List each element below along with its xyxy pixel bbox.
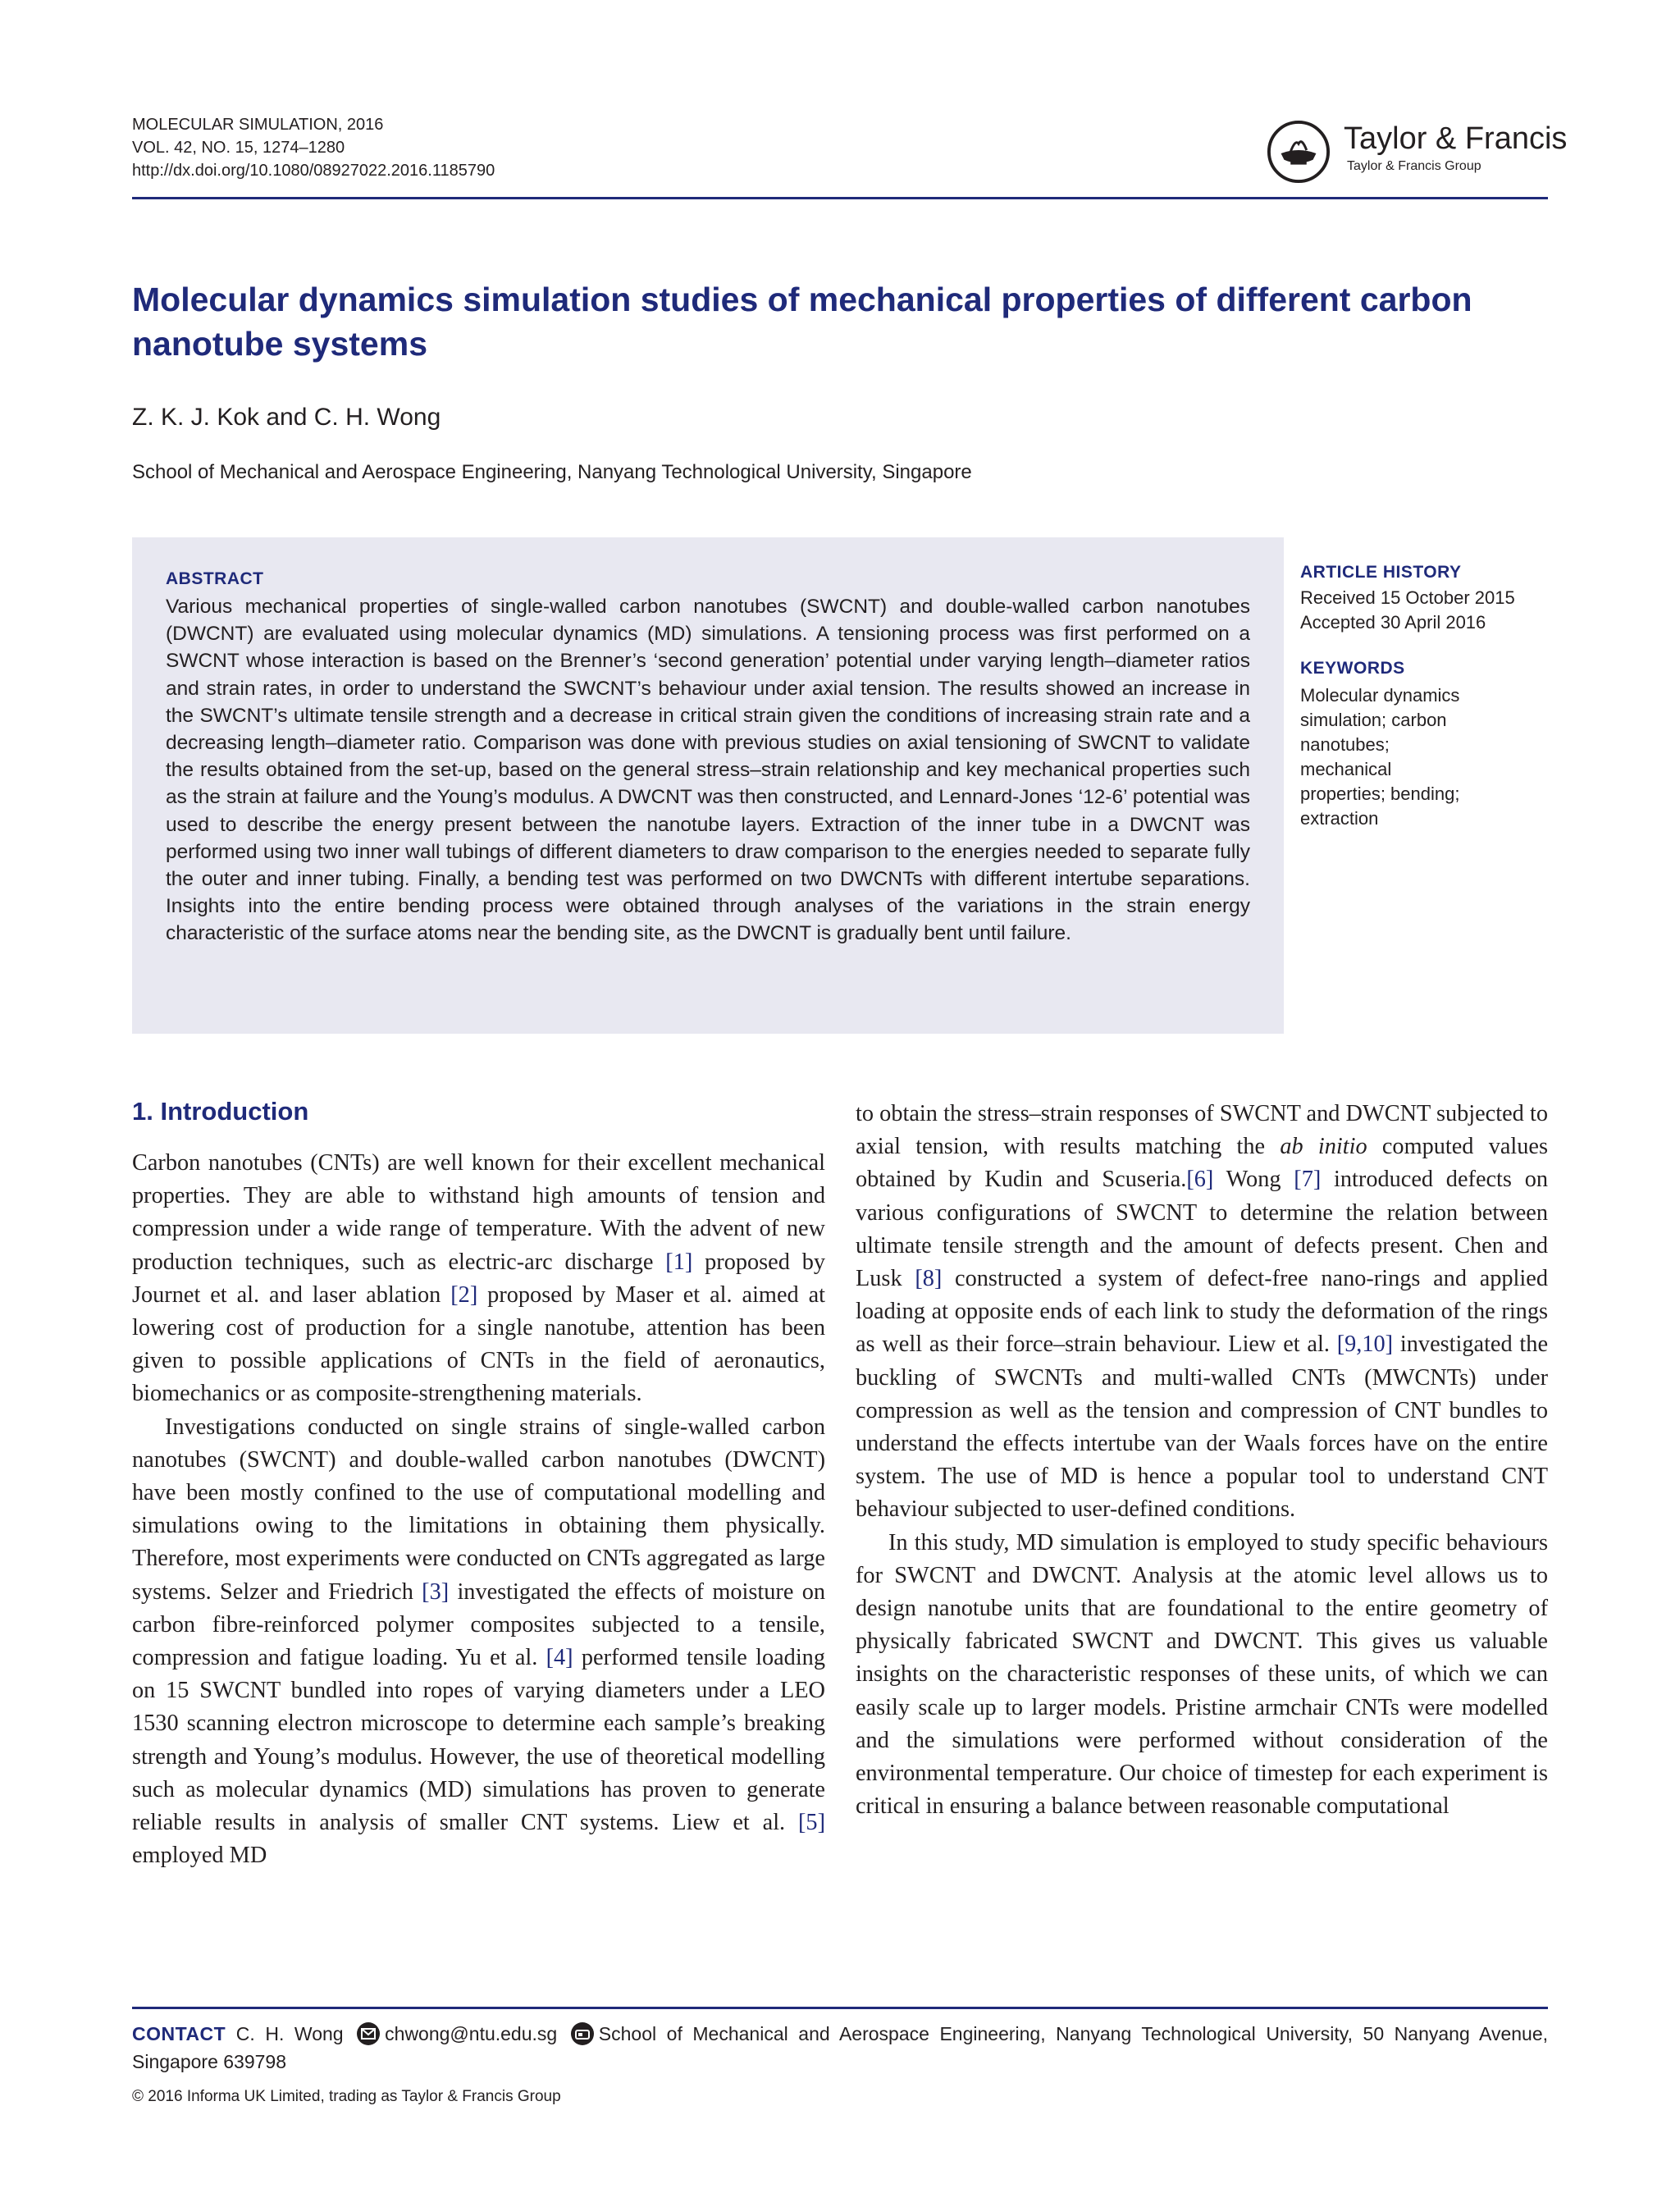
contact-address: School of Mechanical and Aerospace Engineering, Nanyang Technological University, 50 Nanyang Avenue, Singapore 639798 bbox=[132, 2023, 1549, 2072]
journal-name: MOLECULAR SIMULATION, 2016 bbox=[132, 116, 384, 134]
citation-link[interactable]: [7] bbox=[1294, 1167, 1322, 1193]
text-run: investigated the buckling of SWCNTs and multi-walled CNTs (MWCNTs) under compression as well as the tension and compression of CNT bundles to understand the effects intertube van der Waals forces have on the entire system. The use of MD is hence a popular tool to understand CNT behaviour subjected to user-defined conditions. bbox=[856, 1332, 1549, 1523]
article-authors: Z. K. J. Kok and C. H. Wong bbox=[132, 404, 441, 431]
text-run: proposed by Journet et al. and laser ablation bbox=[132, 1249, 825, 1308]
text-run: Investigations conducted on single strains of single-walled carbon nanotubes (SWCNT) and double-walled carbon nanotubes (DWCNT) have been mostly confined to the use of computational modelling and simulations owing to the limitations in obtaining them physically. Therefore, most experiments were conducted on CNTs aggregated as large systems. Selzer and Friedrich bbox=[132, 1414, 825, 1605]
mailbox-icon bbox=[571, 2022, 594, 2045]
text-run: employed MD bbox=[132, 1843, 267, 1869]
citation-link[interactable]: [3] bbox=[422, 1578, 450, 1605]
keywords-heading: KEYWORDS bbox=[1300, 659, 1405, 678]
abstract-heading: ABSTRACT bbox=[166, 569, 264, 588]
accepted-date: Accepted 30 April 2016 bbox=[1300, 612, 1486, 633]
citation-link[interactable]: [2] bbox=[450, 1281, 478, 1308]
section-heading-introduction: 1. Introduction bbox=[132, 1097, 309, 1126]
article-title: Molecular dynamics simulation studies of mechanical properties of different carbon nanotube systems bbox=[132, 281, 1472, 363]
citation-link[interactable]: [1] bbox=[665, 1249, 693, 1275]
contact-info bbox=[132, 2020, 1548, 2076]
abstract-text: Various mechanical properties of single-walled carbon nanotubes (SWCNT) and double-walled carbon nanotubes (DWCNT) are evaluated using molecular dynamics (MD) simulations. A tensioning process was first performed on a SWCNT whose interaction is based on the Brenner’s ‘second generation’ potential under varying length–diameter ratios and strain rates, in order to understand the SWCNT’s behaviour under axial tension. The results showed an increase in the SWCNT’s ultimate tensile strength and a decrease in critical strain given the conditions of increasing strain rate and a decreasing length–diameter ratio. Comparison was done with previous studies on axial tensioning of SWCNT to validate the results obtained from the set-up, based on the general stress–strain relationship and key mechanical properties such as the strain at failure and the Young’s modulus. A DWCNT was then constructed, and Lennard-Jones ‘12-6’ potential was used to describe the energy present between the nanotube layers. Extraction of the inner tube in a DWCNT was performed using two inner wall tubings of different diameters to draw comparison to the energies needed to separate fully the outer and inner tubing. Finally, a bending test was performed on two DWCNTs with different intertube separations. Insights into the entire bending process were obtained through analyses of the variations in the strain energy characteristic of the surface atoms near the bending site, as the DWCNT is gradually bent until failure. bbox=[166, 596, 1250, 945]
journal-volume: VOL. 42, NO. 15, 1274–1280 bbox=[132, 139, 345, 157]
citation-link[interactable]: [8] bbox=[915, 1266, 943, 1292]
lamp-logo-icon bbox=[1267, 120, 1331, 184]
paragraph: In this study, MD simulation is employed to study specific behaviours for SWCNT and DWCNT. Analysis at the atomic level allows us to design nanotube units that are foundational to the entire geometry of physically fabricated SWCNT and DWCNT. This gives us valuable insights on the characteristic responses of these units, of which we can easily scale up to larger models. Pristine armchair CNTs were modelled and the simulations were performed without consideration of the environmental temperature. Our choice of timestep for each experiment is critical in ensuring a balance between reasonable computational bbox=[856, 1529, 1548, 1820]
publisher-logo[interactable] bbox=[1263, 115, 1568, 189]
author-affiliation: School of Mechanical and Aerospace Engineering, Nanyang Technological University, Singapore bbox=[132, 461, 972, 483]
copyright-notice: © 2016 Informa UK Limited, trading as Taylor & Francis Group bbox=[132, 2088, 561, 2105]
paragraph bbox=[132, 1147, 825, 1411]
text-run: investigated the effects of moisture on carbon fibre-reinforced polymer composites subjected to a tensile, compression and fatigue loading. Yu et al. bbox=[132, 1578, 825, 1671]
received-date: Received 15 October 2015 bbox=[1300, 587, 1515, 608]
text-run: computed values obtained by Kudin and Scuseria. bbox=[856, 1134, 1548, 1193]
text-run: Carbon nanotubes (CNTs) are well known for their excellent mechanical properties. They are able to withstand high amounts of tension and compression under a wide range of temperature. With the advent of new production techniques, such as electric-arc discharge bbox=[132, 1150, 825, 1275]
keywords-list: Molecular dynamics simulation; carbon nanotubes; mechanical properties; bending; extraction bbox=[1300, 685, 1460, 829]
article-history-heading: ARTICLE HISTORY bbox=[1300, 563, 1462, 582]
envelope-icon bbox=[357, 2022, 380, 2045]
contact-name: C. H. Wong bbox=[235, 2023, 344, 2044]
italic-term: ab initio bbox=[1280, 1134, 1367, 1160]
citation-link[interactable]: [4] bbox=[546, 1645, 573, 1671]
text-run: Wong bbox=[1213, 1167, 1294, 1193]
text-run: proposed by Maser et al. aimed at lowering cost of production for a single nanotube, attention has been given to possible applications of CNTs in the field of aeronautics, biomechanics or as composite-strengthening materials. bbox=[132, 1281, 826, 1407]
text-run: performed tensile loading on 15 SWCNT bundled into ropes of varying diameters under a LEO 1530 scanning electron microscope to determine each sample’s breaking strength and Young’s modulus. However, the use of theoretical modelling such as molecular dynamics (MD) simulations has proven to generate reliable results in analysis of smaller CNT systems. Liew et al. bbox=[132, 1645, 825, 1836]
text-run: to obtain the stress–strain responses of SWCNT and DWCNT subjected to axial tension, with results matching the bbox=[856, 1101, 1548, 1160]
publisher-name: Taylor & Francis bbox=[1344, 121, 1568, 156]
body-column-left bbox=[132, 1147, 825, 1872]
paragraph bbox=[856, 1098, 1548, 1527]
citation-link[interactable]: [9,10] bbox=[1336, 1332, 1394, 1358]
citation-link[interactable]: [5] bbox=[798, 1810, 825, 1836]
paragraph bbox=[132, 1411, 825, 1873]
publisher-group: Taylor & Francis Group bbox=[1347, 159, 1481, 173]
contact-email[interactable]: chwong@ntu.edu.sg bbox=[385, 2023, 558, 2044]
journal-info bbox=[132, 113, 495, 182]
citation-link[interactable]: [6] bbox=[1186, 1167, 1214, 1193]
text-run: constructed a system of defect-free nano-rings and applied loading at opposite ends of each link to study the deformation of the rings as well as their force–strain behaviour. Liew et al. bbox=[856, 1266, 1548, 1358]
doi-link[interactable]: http://dx.doi.org/10.1080/08927022.2016.1185790 bbox=[132, 162, 495, 180]
footer-divider bbox=[132, 2007, 1548, 2009]
header-divider bbox=[132, 197, 1548, 199]
contact-heading: CONTACT bbox=[132, 2023, 226, 2044]
text-run: introduced defects on various configurations of SWCNT to determine the relation between ultimate tensile strength and the amount of defects present. Chen and Lusk bbox=[856, 1167, 1548, 1292]
body-column-right bbox=[856, 1098, 1548, 1823]
